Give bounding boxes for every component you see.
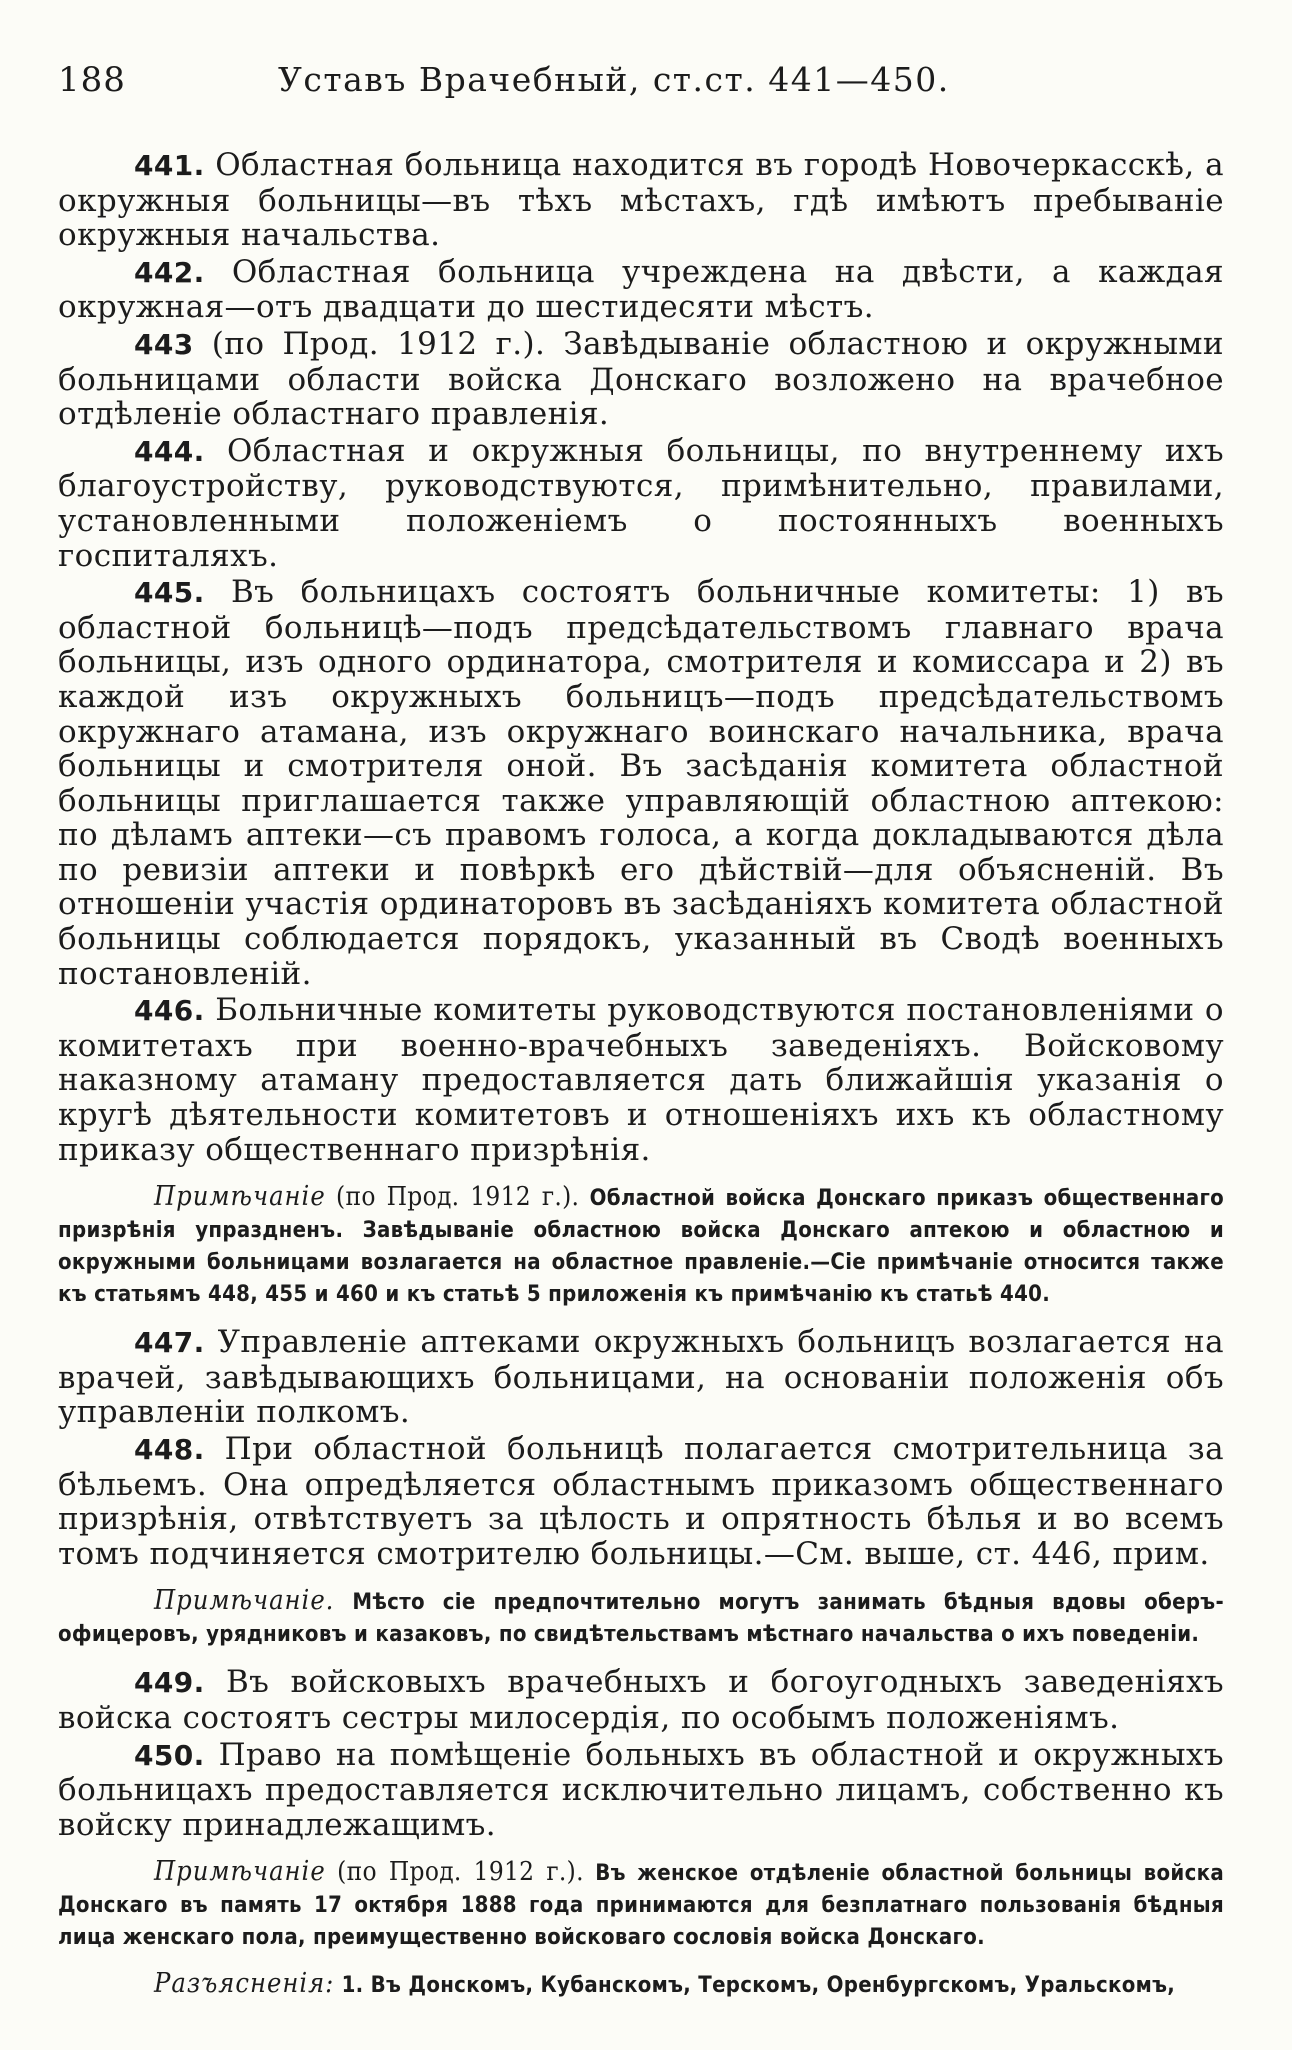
- article-text: Областная больница учреждена на двѣсти, а каждая окружная—отъ двадцати до шестидесяти мѣстъ.: [58, 253, 1224, 326]
- note-article-450: [58, 1856, 1224, 1954]
- article-text: Въ больницахъ состоятъ больничные комитеты: 1) въ областной больницѣ—подъ предсѣдательствомъ главнаго врача больницы, изъ одного ординатора, смотрителя и комиссара и 2) въ каждой изъ окружныхъ больницъ—подъ предсѣдательствомъ окружнаго атамана, изъ окружнаго воинскаго начальника, врача больницы и смотрителя оной. Въ засѣданія комитета областной больницы приглашается также управляющій областною аптекою: по дѣламъ аптеки—съ правомъ голоса, а когда докладываются дѣла по ревизіи аптеки и повѣркѣ его дѣйствій—для объясненій. Въ отношеніи участія ординаторовъ въ засѣданіяхъ комитета областной больницы соблюдается порядокъ, указанный въ Сводѣ военныхъ постановленій.: [58, 574, 1224, 992]
- explanations-label: Разъясненія:: [154, 1968, 335, 2000]
- article-number: 443: [134, 327, 194, 361]
- article-text: Управленіе аптеками окружныхъ больницъ возлагается на врачей, завѣдывающихъ больницами, на основаніи положенія объ управленіи полкомъ.: [58, 1324, 1224, 1431]
- article-number: 446.: [134, 994, 205, 1028]
- note-label: Примѣчаніе: [154, 1856, 326, 1888]
- article-number: 442.: [134, 255, 205, 289]
- article-text: (по Прод. 1912 г.). Завѣдываніе областною и окружными больницами области войска Донскаго возложено на врачебное отдѣленіе областнаго правленія.: [58, 325, 1224, 433]
- article-442: [58, 255, 1224, 325]
- article-text: Областная больница находится въ городѣ Новочеркасскѣ, а окружныя больницы—въ тѣхъ мѣстахъ, гдѣ имѣютъ пребываніе окружныя начальства.: [58, 147, 1224, 254]
- article-number: 449.: [134, 1666, 205, 1700]
- article-441: [58, 148, 1224, 253]
- page-number: 188: [58, 60, 126, 100]
- article-number: 444.: [134, 434, 205, 468]
- article-443: [58, 327, 1224, 432]
- note-text: Въ женское отдѣленіе областной больницы войска Донскаго въ память 17 октября 1888 года принимаются для безплатнаго пользованія бѣдныя лица женскаго пола, преимущественно войсковаго сословія войска Донскаго.: [58, 1861, 1224, 1951]
- note-label: Примѣчаніе.: [154, 1585, 335, 1617]
- article-text: Областная и окружныя больницы, по внутреннему ихъ благоустройству, руководствуются, примѣнительно, правилами, установленными положеніемъ о постоянныхъ военныхъ госпиталяхъ.: [58, 432, 1224, 574]
- article-449: [58, 1665, 1224, 1735]
- note-reference: (по Прод. 1912 г.).: [336, 1182, 580, 1213]
- explanations-text: 1. Въ Донскомъ, Кубанскомъ, Терскомъ, Оренбургскомъ, Уральскомъ,: [341, 1973, 1176, 1999]
- note-text: Мѣсто сіе предпочтительно могутъ занимать бѣдныя вдовы оберъ-офицеровъ, урядниковъ и казаковъ, по свидѣтельствамъ мѣстнаго начальства о ихъ поведеніи.: [58, 1590, 1225, 1648]
- article-448: [58, 1432, 1224, 1571]
- note-text: Областной войска Донскаго приказъ общественнаго призрѣнія упраздненъ. Завѣдываніе областною войска Донскаго аптекою и областною и окружными больницами возлагается на областное правленіе.—Сіе примѣчаніе относится также къ статьямъ 448, 455 и 460 и къ статьѣ 5 приложенія къ примѣчанію къ статьѣ 440.: [58, 1186, 1225, 1308]
- article-450: [58, 1738, 1224, 1843]
- running-title: Уставъ Врачебный, ст.ст. 441—450.: [278, 60, 950, 99]
- article-number: 447.: [134, 1326, 205, 1360]
- note-reference: (по Прод. 1912 г.).: [337, 1857, 584, 1888]
- article-text: Въ войсковыхъ врачебныхъ и богоугодныхъ заведеніяхъ войска состоятъ сестры милосердія, по особымъ положеніямъ.: [58, 1664, 1224, 1736]
- article-text: Право на помѣщеніе больныхъ въ областной и окружныхъ больницахъ предоставляется исключительно лицамъ, собственно къ войску принадлежащимъ.: [58, 1736, 1224, 1843]
- article-447: [58, 1325, 1224, 1430]
- note-article-448: [58, 1585, 1224, 1651]
- page-header: [58, 60, 1224, 104]
- note-article-446: [58, 1181, 1224, 1311]
- explanations: [58, 1968, 1224, 2002]
- article-number: 445.: [134, 576, 205, 610]
- article-number: 441.: [134, 149, 205, 182]
- article-text: При областной больницѣ полагается смотрительница за бѣльемъ. Она опредѣляется областнымъ приказомъ общественнаго призрѣнія, отвѣтствуетъ за цѣлость и опрятность бѣлья и во всемъ томъ подчиняется смотрителю больницы.—См. выше, ст. 446, прим.: [58, 1431, 1224, 1572]
- article-number: 450.: [134, 1738, 205, 1772]
- article-445: [58, 575, 1224, 991]
- note-label: Примѣчаніе: [154, 1181, 326, 1213]
- article-444: [58, 434, 1224, 573]
- article-text: Больничные комитеты руководствуются постановленіями о комитетахъ при военно-врачебныхъ заведеніяхъ. Войсковому наказному атаману предоставляется дать ближайшія указанія о кругѣ дѣятельности комитетовъ и отношеніяхъ ихъ къ областному приказу общественнаго призрѣнія.: [58, 992, 1224, 1168]
- article-446: [58, 993, 1224, 1167]
- article-number: 448.: [134, 1433, 205, 1466]
